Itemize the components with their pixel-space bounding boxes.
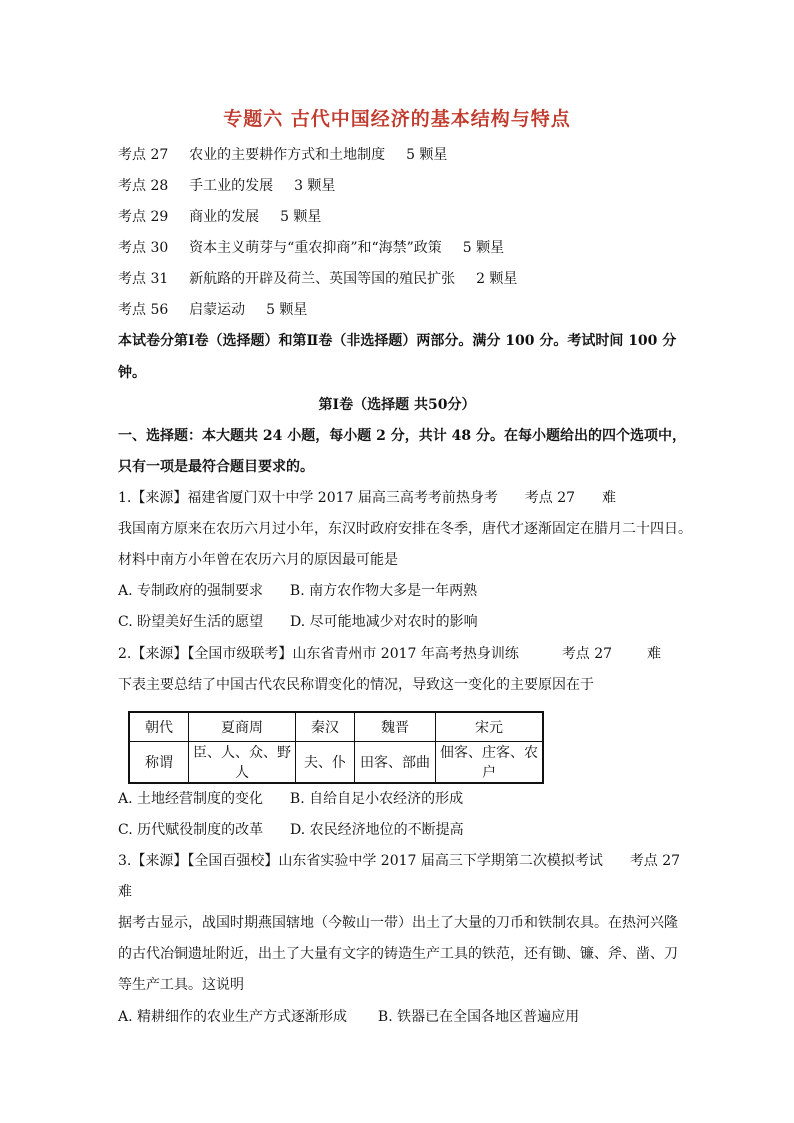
table-row: [129, 712, 543, 742]
table-cell: 夫、仆: [296, 742, 355, 784]
kaodian-stars: 5 颗星: [462, 240, 505, 256]
kaodian-text: 新航路的开辟及荷兰、英国等国的殖民扩张: [189, 271, 456, 287]
option-b: B. 自给自足小农经济的形成: [289, 791, 464, 807]
option-row: [118, 582, 477, 600]
option-c: C. 盼望美好生活的愿望: [118, 614, 264, 630]
option-d: D. 农民经济地位的不断提高: [290, 822, 464, 838]
difficulty-tag: 难: [118, 884, 132, 900]
option-b: B. 铁器已在全国各地区普遍应用: [377, 1009, 580, 1025]
table-cell: 朝代: [129, 712, 189, 742]
instruction-line: 只有一项是最符合题目要求的。: [118, 459, 314, 475]
kaodian-tag: 考点 27: [629, 853, 681, 869]
kaodian-stars: 5 颗星: [406, 147, 448, 163]
option-a: A. 专制政府的强制要求: [118, 583, 264, 599]
peasant-title-table: [128, 711, 544, 784]
difficulty-tag: 难: [601, 490, 616, 506]
question-stem: 材料中南方小年曾在农历六月的原因最可能是: [118, 552, 398, 568]
instruction-line: 一、选择题：本大题共 24 小题，每小题 2 分，共计 48 分。在每小题给出的四个选项中，: [118, 428, 686, 444]
kaodian-item: [118, 270, 517, 288]
question-stem: 我国南方原来在农历六月过小年，东汉时政府安排在冬季，唐代才逐渐固定在腊月二十四日。: [118, 521, 692, 537]
kaodian-text: 农业的主要耕作方式和土地制度: [189, 147, 386, 163]
section-title: 第Ⅰ卷（选择题 共50分）: [318, 397, 476, 413]
kaodian-label: 考点 56: [118, 302, 169, 318]
table-cell: 佃客、庄客、农户: [436, 742, 544, 784]
option-a: A. 土地经营制度的变化: [118, 791, 264, 807]
option-b: B. 南方农作物大多是一年两熟: [289, 583, 478, 599]
kaodian-stars: 5 颗星: [266, 302, 308, 318]
kaodian-item: [118, 146, 447, 164]
kaodian-stars: 2 颗星: [476, 271, 518, 287]
table-cell: 夏商周: [189, 712, 296, 742]
difficulty-tag: 难: [646, 646, 661, 662]
table-cell: 魏晋: [355, 712, 436, 742]
table-cell: 称谓: [129, 742, 189, 784]
kaodian-tag: 考点 27: [561, 646, 613, 662]
kaodian-stars: 5 颗星: [280, 209, 322, 225]
option-row: [118, 613, 478, 631]
kaodian-text: 启蒙运动: [189, 302, 246, 318]
source-text: 3.【来源】【全国百强校】山东省实验中学 2017 届高三下学期第二次模拟考试: [118, 853, 603, 869]
option-a: A. 精耕细作的农业生产方式逐渐形成: [118, 1009, 348, 1025]
option-row: [118, 790, 463, 808]
question-source: [118, 852, 680, 870]
kaodian-tag: 考点 27: [524, 490, 576, 506]
source-text: 2.【来源】【全国市级联考】山东省青州市 2017 年高考热身训练: [118, 646, 519, 662]
table-cell: 臣、人、众、野人: [189, 742, 296, 784]
option-c: C. 历代赋役制度的改革: [118, 822, 264, 838]
kaodian-item: [118, 301, 307, 319]
question-source: [118, 645, 661, 663]
option-row: [118, 821, 464, 839]
question-stem: 据考古显示，战国时期燕国辖地（今鞍山一带）出土了大量的刀币和铁制农具。在热河兴隆: [118, 915, 678, 931]
table-cell: 宋元: [436, 712, 544, 742]
option-row: [118, 1008, 579, 1026]
question-stem: 等生产工具。这说明: [118, 977, 244, 993]
kaodian-stars: 3 颗星: [294, 178, 336, 194]
source-text: 1.【来源】福建省厦门双十中学 2017 届高三高考考前热身考: [118, 490, 498, 506]
table-row: [129, 742, 543, 784]
kaodian-label: 考点 29: [118, 209, 169, 225]
option-d: D. 尽可能地减少对农时的影响: [290, 614, 478, 630]
page-title: 专题六 古代中国经济的基本结构与特点: [223, 108, 571, 130]
question-source: [118, 489, 616, 507]
kaodian-label: 考点 31: [118, 271, 169, 287]
kaodian-item: [118, 177, 335, 195]
kaodian-text: 手工业的发展: [189, 178, 274, 194]
question-stem: 下表主要总结了中国古代农民称谓变化的情况，导致这一变化的主要原因在于: [118, 677, 594, 693]
kaodian-label: 考点 28: [118, 178, 169, 194]
kaodian-item: [118, 208, 321, 226]
table-cell: 田客、部曲: [355, 742, 436, 784]
kaodian-text: 商业的发展: [189, 209, 260, 225]
exam-intro-line: 本试卷分第Ⅰ卷（选择题）和第Ⅱ卷（非选择题）两部分。满分 100 分。考试时间 100 分: [118, 333, 677, 349]
question-stem: 的古代冶铜遗址附近，出土了大量有文字的铸造生产工具的铁范，还有锄、镰、斧、凿、刀: [118, 946, 678, 962]
kaodian-text: 资本主义萌芽与“重农抑商”和“海禁”政策: [189, 240, 442, 256]
exam-intro-line: 钟。: [118, 365, 146, 381]
kaodian-item: [118, 239, 504, 257]
table-cell: 秦汉: [296, 712, 355, 742]
kaodian-label: 考点 30: [118, 240, 169, 256]
kaodian-label: 考点 27: [118, 147, 169, 163]
